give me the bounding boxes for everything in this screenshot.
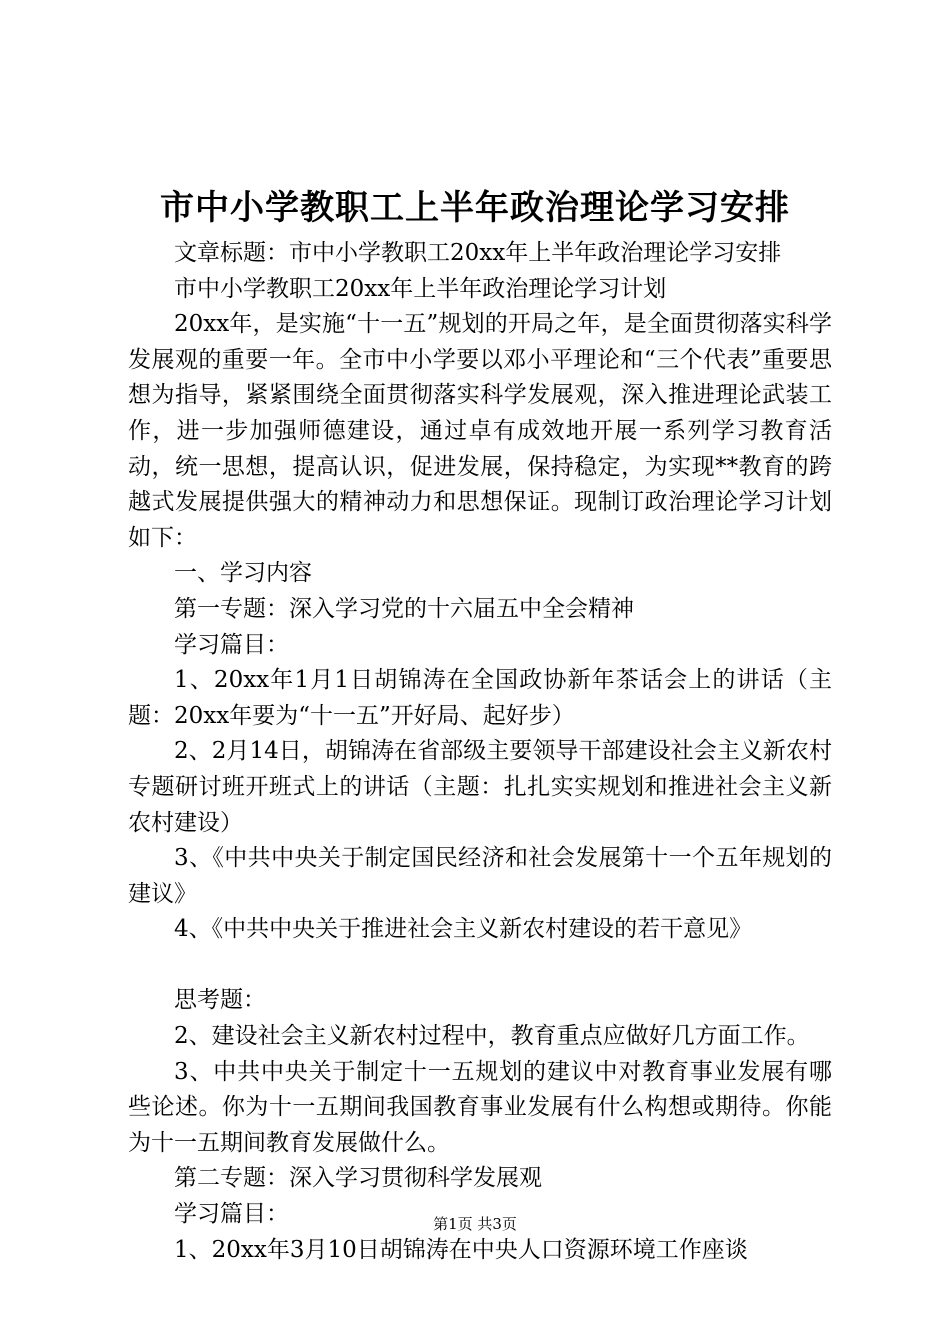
- heading-study-content: 一、学习内容: [174, 560, 312, 587]
- document-title: 市中小学教职工上半年政治理论学习安排: [160, 188, 790, 228]
- label-study-items: 学习篇目：: [174, 631, 289, 658]
- list-item: 1、20xx年3月10日胡锦涛在中央人口资源环境工作座谈: [174, 1236, 748, 1263]
- page-footer: 第1页 共3页: [433, 1215, 517, 1233]
- heading-topic-two: 第二专题：深入学习贯彻科学发展观: [174, 1165, 542, 1192]
- paragraph-article-title: 文章标题：市中小学教职工20xx年上半年政治理论学习安排: [174, 240, 782, 266]
- list-item: 1、20xx年1月1日胡锦涛在全国政协新年茶话会上的讲话（主题：20xx年要为“十一五”开好局、起好步）: [128, 667, 832, 729]
- list-item: 3、《中共中央关于制定国民经济和社会发展第十一个五年规划的建议》: [128, 845, 832, 907]
- heading-topic-one: 第一专题：深入学习党的十六届五中全会精神: [174, 595, 634, 622]
- document-body: [128, 236, 832, 1268]
- list-item: 4、《中共中央关于推进社会主义新农村建设的若干意见》: [174, 916, 753, 943]
- list-item: 3、中共中央关于制定十一五规划的建议中对教育事业发展有哪些论述。你为十一五期间我国教育事业发展有什么构想或期待。你能为十一五期间教育发展做什么。: [128, 1058, 832, 1156]
- paragraph-plan-title: 市中小学教职工20xx年上半年政治理论学习计划: [174, 275, 667, 302]
- list-item: 2、建设社会主义新农村过程中，教育重点应做好几方面工作。: [174, 1023, 810, 1050]
- label-questions: 思考题：: [174, 987, 266, 1014]
- paragraph-intro: 20xx年，是实施“十一五”规划的开局之年，是全面贯彻落实科学发展观的重要一年。全市中小学要以邓小平理论和“三个代表”重要思想为指导，紧紧围绕全面贯彻落实科学发展观，深入推进理论武装工作，进一步加强师德建设，通过卓有成效地开展一系列学习教育活动，统一思想，提高认识，促进发展，保持稳定，为实现**教育的跨越式发展提供强大的精神动力和思想保证。现制订政治理论学习计划如下：: [128, 311, 832, 551]
- list-item: 2、2月14日，胡锦涛在省部级主要领导干部建设社会主义新农村专题研讨班开班式上的讲话（主题：扎扎实实规划和推进社会主义新农村建设）: [128, 738, 832, 836]
- label-study-items: 学习篇目：: [174, 1201, 289, 1228]
- blank-line: [128, 948, 832, 984]
